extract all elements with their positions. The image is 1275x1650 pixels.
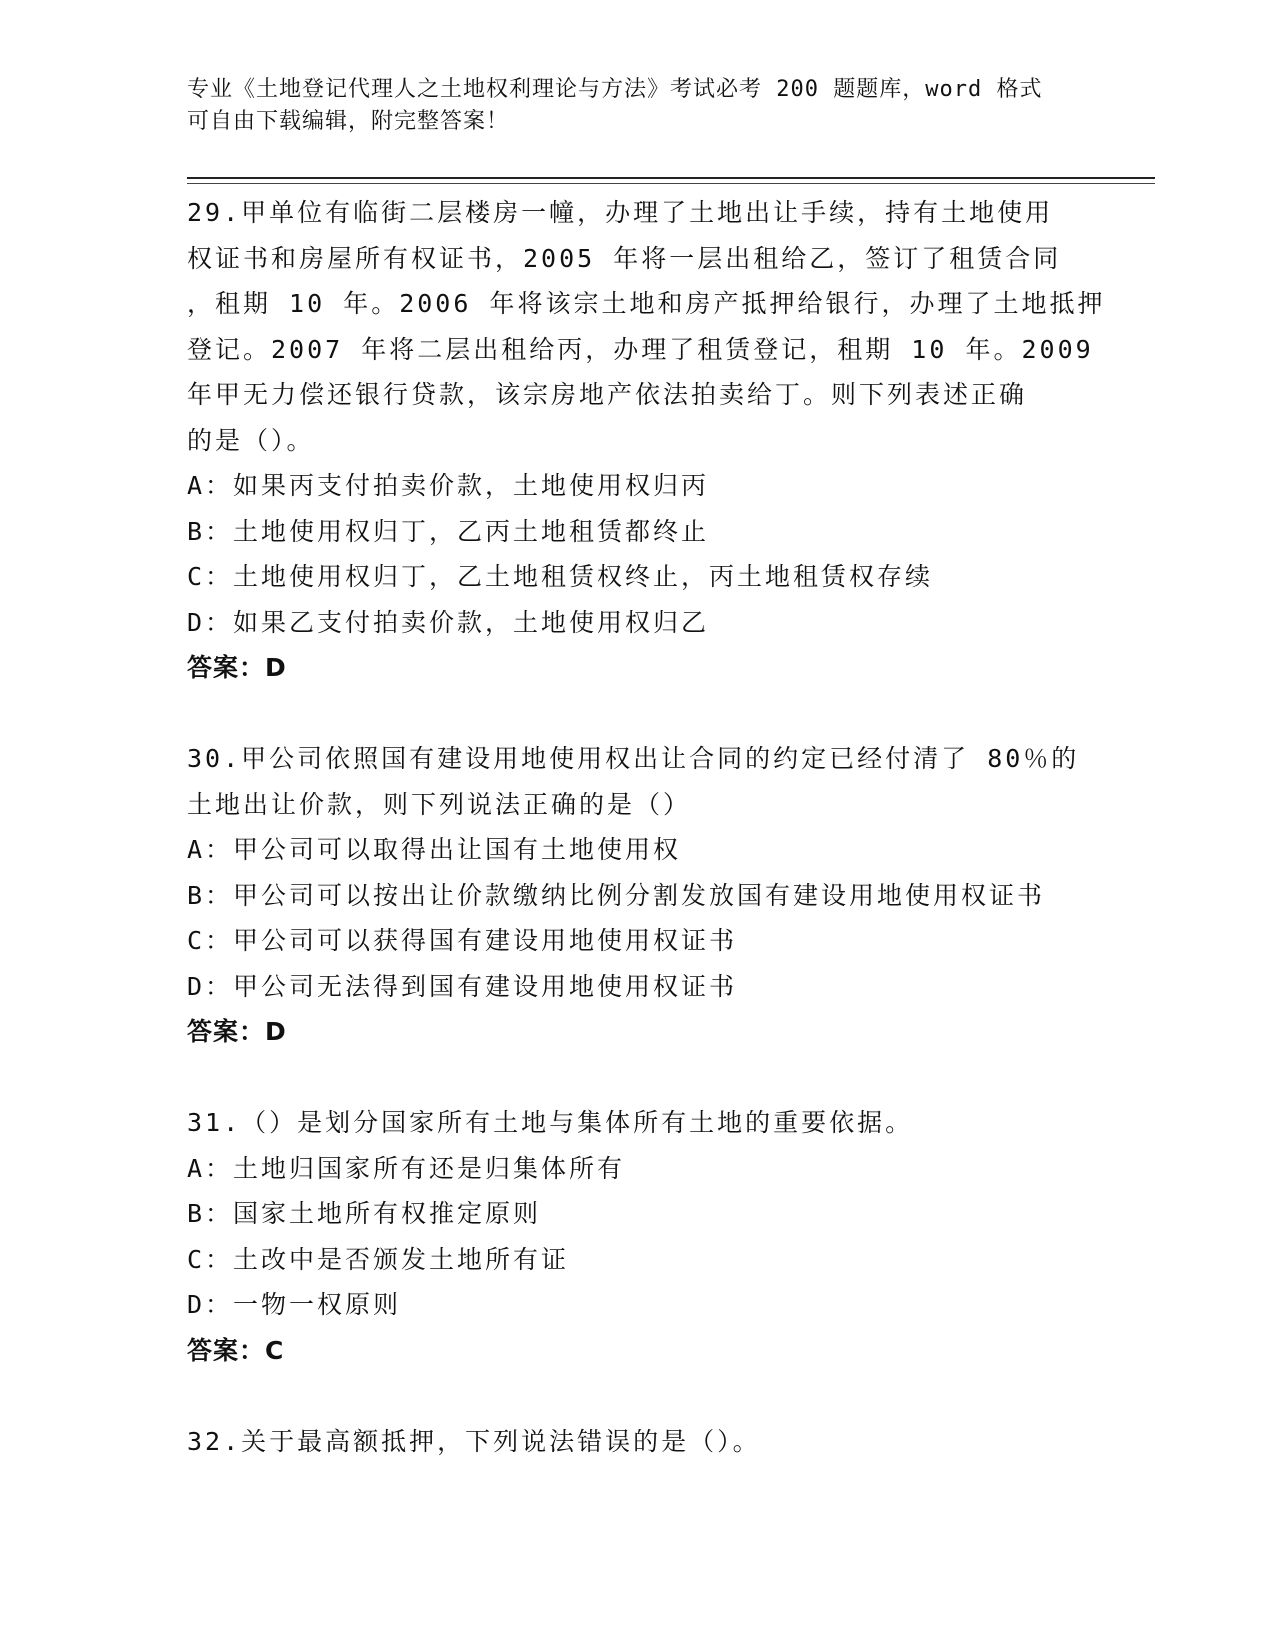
question-stem-line: 年甲无力偿还银行贷款，该宗房地产依法拍卖给丁。则下列表述正确 bbox=[187, 380, 1028, 409]
header-line-1: 专业《土地登记代理人之土地权利理论与方法》考试必考 200 题题库，word 格式 bbox=[187, 77, 1043, 102]
option-b: B：甲公司可以按出让价款缴纳比例分割发放国有建设用地使用权证书 bbox=[187, 880, 1046, 910]
option-a: A：土地归国家所有还是归集体所有 bbox=[187, 1153, 626, 1183]
option-a: A：如果丙支付拍卖价款，土地使用权归丙 bbox=[187, 471, 710, 500]
question-stem-line: 的是（）。 bbox=[187, 425, 315, 455]
option-b: B：国家土地所有权推定原则 bbox=[187, 1199, 542, 1228]
spacer bbox=[187, 1055, 1107, 1101]
page-header bbox=[187, 74, 1067, 138]
option-b: B：土地使用权归丁，乙丙土地租赁都终止 bbox=[187, 516, 710, 546]
header-divider-thin bbox=[187, 183, 1155, 184]
option-d: D：甲公司无法得到国有建设用地使用权证书 bbox=[187, 971, 738, 1001]
option-c: C：甲公司可以获得国有建设用地使用权证书 bbox=[187, 926, 738, 955]
option-c: C：土改中是否颁发土地所有证 bbox=[187, 1244, 570, 1274]
option-a: A：甲公司可以取得出让国有土地使用权 bbox=[187, 835, 682, 864]
question-32 bbox=[187, 1419, 1107, 1465]
option-d: D：如果乙支付拍卖价款，土地使用权归乙 bbox=[187, 607, 710, 637]
answer-line: 答案：C bbox=[187, 1335, 285, 1365]
header-divider-thick bbox=[187, 177, 1155, 179]
question-list bbox=[187, 190, 1107, 1464]
question-stem-line: 登记。2007 年将二层出租给丙，办理了租赁登记，租期 10 年。2009 bbox=[187, 334, 1094, 364]
spacer bbox=[187, 1373, 1107, 1419]
question-stem-line: 31.（）是划分国家所有土地与集体所有土地的重要依据。 bbox=[187, 1108, 914, 1137]
spacer bbox=[187, 691, 1107, 737]
question-stem-line: ，租期 10 年。2006 年将该宗土地和房产抵押给银行，办理了土地抵押 bbox=[187, 289, 1106, 318]
option-c: C：土地使用权归丁，乙土地租赁权终止，丙土地租赁权存续 bbox=[187, 562, 934, 591]
header-line-2: 可自由下载编辑，附完整答案！ bbox=[187, 109, 510, 134]
option-d: D：一物一权原则 bbox=[187, 1290, 402, 1319]
question-stem-line: 土地出让价款，则下列说法正确的是（） bbox=[187, 789, 692, 819]
question-31 bbox=[187, 1100, 1107, 1373]
question-stem-line: 权证书和房屋所有权证书，2005 年将一层出租给乙，签订了租赁合同 bbox=[187, 243, 1062, 273]
answer-line: 答案：D bbox=[187, 1017, 287, 1046]
question-stem-line: 29.甲单位有临街二层楼房一幢，办理了土地出让手续，持有土地使用 bbox=[187, 198, 1054, 227]
question-29 bbox=[187, 190, 1107, 691]
question-30 bbox=[187, 736, 1107, 1055]
answer-line: 答案：D bbox=[187, 653, 287, 682]
question-stem-line: 32.关于最高额抵押，下列说法错误的是（）。 bbox=[187, 1426, 761, 1456]
question-stem-line: 30.甲公司依照国有建设用地使用权出让合同的约定已经付清了 80％的 bbox=[187, 744, 1080, 773]
